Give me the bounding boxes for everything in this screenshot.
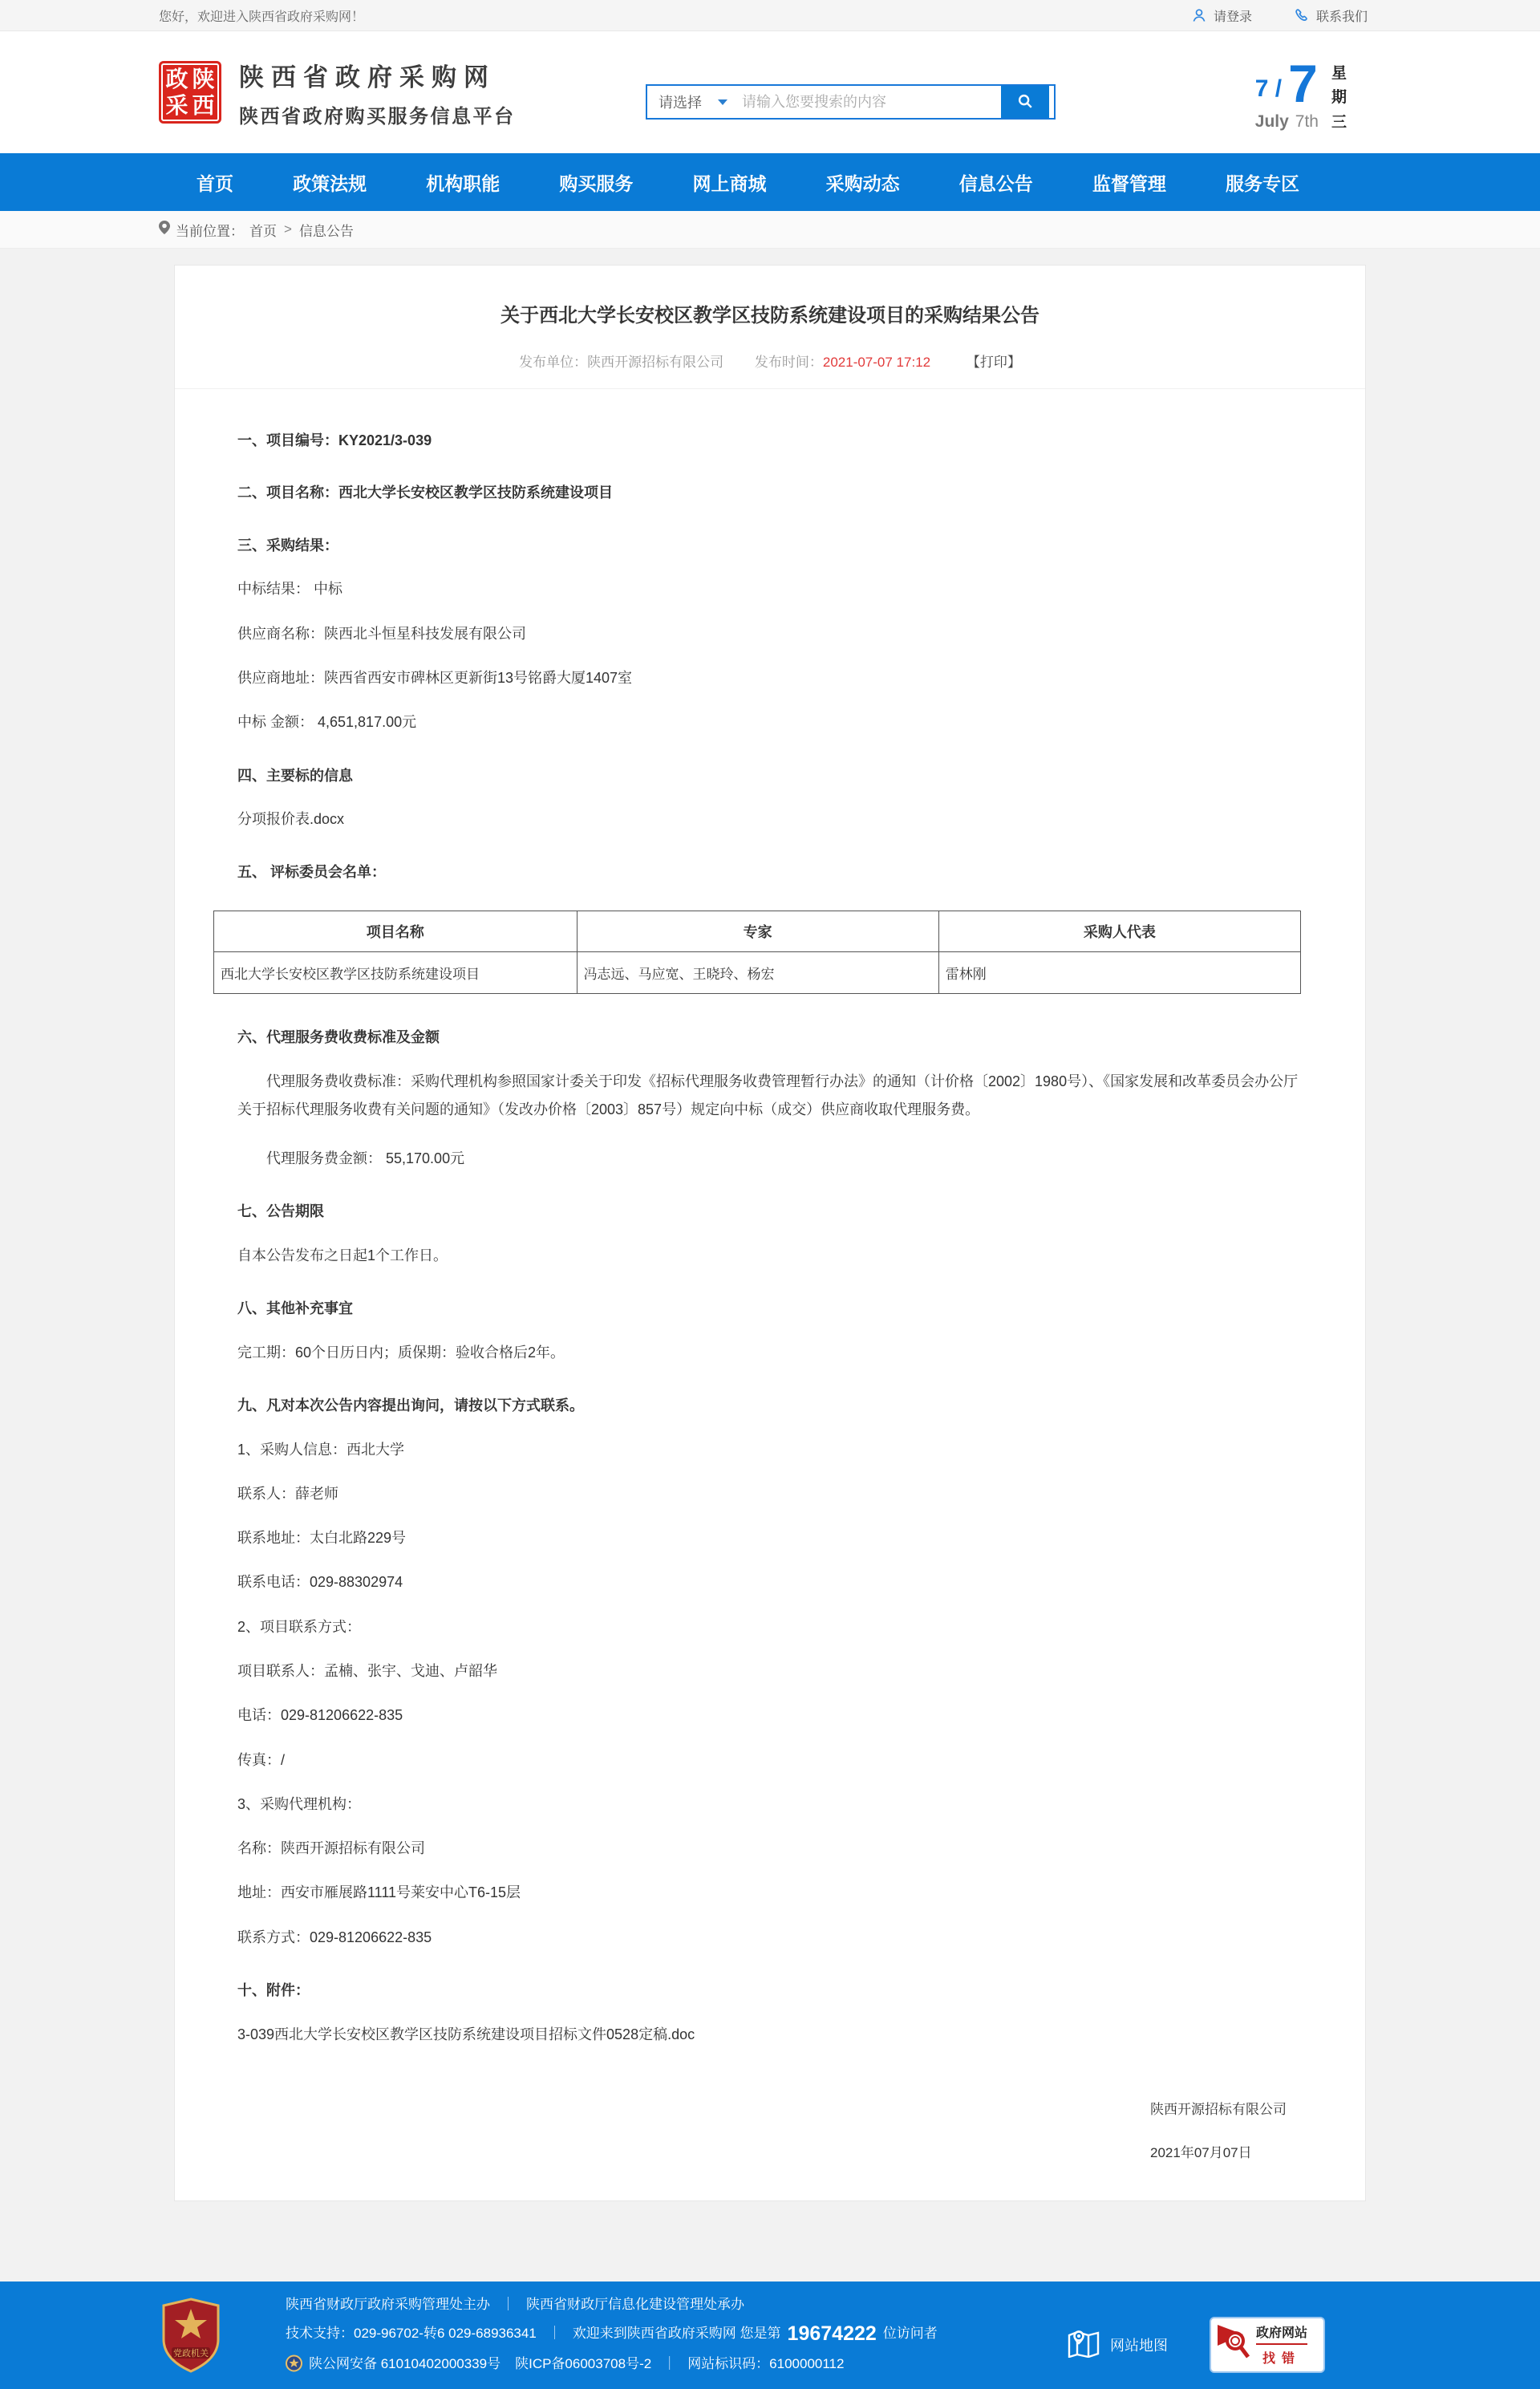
publisher-value: 陕西开源招标有限公司 bbox=[587, 354, 724, 370]
signature-block bbox=[1150, 2102, 1287, 2162]
section-heading-7: 七、公告期限 bbox=[237, 1203, 324, 1220]
login-label: 请登录 bbox=[1213, 10, 1252, 24]
gov-site-error-badge[interactable] bbox=[1210, 2317, 1325, 2373]
search-select-label: 请选择 bbox=[659, 95, 702, 111]
section-heading-8: 八、其他补充事宜 bbox=[237, 1300, 353, 1317]
footer bbox=[0, 2282, 1540, 2389]
nav-item-home[interactable]: 首页 bbox=[197, 172, 233, 194]
section-heading-4: 四、主要标的信息 bbox=[237, 767, 353, 784]
nav-item-service-zone[interactable]: 服务专区 bbox=[1226, 172, 1299, 194]
cell-project-name: 西北大学长安校区教学区技防系统建设项目 bbox=[214, 952, 578, 994]
location-pin-icon bbox=[159, 221, 170, 238]
search-category-select[interactable] bbox=[647, 91, 740, 112]
footer-host: 陕西省财政厅政府采购管理处主办 bbox=[286, 2297, 490, 2313]
footer-icp-registration[interactable]: 陕ICP备06003708号-2 bbox=[515, 2355, 652, 2371]
publish-time-value: 2021-07-07 17:12 bbox=[822, 354, 931, 370]
welcome-text: 您好，欢迎进入陕西省政府采购网！ bbox=[159, 10, 365, 24]
breadcrumb-current[interactable]: 信息公告 bbox=[298, 223, 354, 239]
login-link[interactable] bbox=[1191, 6, 1252, 25]
date-weekday: 星期三 bbox=[1331, 65, 1348, 131]
main-nav bbox=[0, 153, 1540, 211]
footer-police-registration[interactable]: 陕公网安备 61010402000339号 bbox=[309, 2355, 501, 2371]
cell-experts: 冯志远、马应宽、王晓玲、杨宏 bbox=[577, 952, 938, 994]
publish-time-label: 发布时间： bbox=[754, 354, 823, 370]
section-heading-3: 三、采购结果： bbox=[237, 537, 338, 554]
nav-item-supervision[interactable]: 监督管理 bbox=[1092, 172, 1166, 194]
date-widget bbox=[1254, 54, 1349, 135]
section-heading-5: 五、 评标委员会名单： bbox=[237, 864, 386, 881]
phone-icon bbox=[1294, 7, 1310, 23]
table-header-row bbox=[214, 911, 1301, 952]
col-purchaser-rep: 采购人代表 bbox=[938, 911, 1300, 952]
breadcrumb-label: 当前位置： bbox=[176, 223, 244, 239]
purchaser-info: 1、采购人信息：西北大学 bbox=[237, 1441, 405, 1458]
footer-visitor-suffix: 位访问者 bbox=[882, 2326, 938, 2342]
section-heading-9: 九、凡对本次公告内容提出询问，请按以下方式联系。 bbox=[237, 1397, 584, 1414]
site-subtitle: 陕西省政府购买服务信息平台 bbox=[239, 105, 516, 128]
publisher-label: 发布单位： bbox=[519, 354, 588, 370]
main-content bbox=[0, 249, 1540, 2282]
search-button[interactable] bbox=[1001, 86, 1049, 118]
article-meta bbox=[175, 351, 1365, 389]
error-badge-line2: 找错 bbox=[1262, 2352, 1302, 2367]
topbar-right bbox=[1191, 6, 1368, 25]
agency-name: 名称：陕西开源招标有限公司 bbox=[237, 1840, 425, 1857]
article-body bbox=[175, 432, 1365, 2162]
sitemap-label: 网站地图 bbox=[1110, 2337, 1168, 2354]
section-heading-2: 二、项目名称：西北大学长安校区教学区技防系统建设项目 bbox=[237, 485, 613, 501]
topbar bbox=[0, 0, 1540, 31]
search-bar bbox=[646, 84, 1056, 120]
supplier-address: 供应商地址：陕西省西安市碑林区更新街13号铭爵大厦1407室 bbox=[237, 669, 633, 686]
breadcrumb bbox=[0, 211, 1540, 249]
nav-item-policy[interactable]: 政策法规 bbox=[293, 172, 367, 194]
bid-amount: 中标 金额： 4,651,817.00元 bbox=[237, 714, 417, 731]
nav-item-online-mall[interactable]: 网上商城 bbox=[692, 172, 767, 194]
col-experts: 专家 bbox=[577, 911, 938, 952]
breadcrumb-separator: > bbox=[284, 221, 292, 237]
signature-date: 2021年07月07日 bbox=[1150, 2145, 1252, 2161]
col-project-name: 项目名称 bbox=[214, 911, 578, 952]
project-contact-fax: 传真：/ bbox=[237, 1751, 286, 1768]
party-government-emblem-icon bbox=[160, 2298, 221, 2373]
footer-site-id: 网站标识码：6100000112 bbox=[687, 2355, 845, 2371]
supplier-name: 供应商名称：陕西北斗恒星科技发展有限公司 bbox=[237, 625, 526, 642]
table-row bbox=[214, 952, 1301, 994]
chevron-down-icon bbox=[718, 99, 727, 105]
bid-result: 中标结果： 中标 bbox=[237, 581, 343, 598]
date-day-en: 7th bbox=[1295, 112, 1319, 132]
logo-text bbox=[239, 57, 516, 128]
person-icon bbox=[1191, 7, 1207, 23]
site-logo[interactable] bbox=[159, 57, 516, 128]
magnifier-icon bbox=[1016, 92, 1034, 112]
project-contact-phone: 电话：029-81206622-835 bbox=[237, 1707, 403, 1724]
contact-link[interactable] bbox=[1294, 6, 1368, 25]
logo-seal-icon: 政 陕 采 西 bbox=[159, 61, 221, 124]
error-badge-line1: 政府网站 bbox=[1256, 2322, 1307, 2345]
section-heading-6: 六、代理服务费收费标准及金额 bbox=[237, 1029, 440, 1046]
cell-purchaser-rep: 雷林刚 bbox=[938, 952, 1300, 994]
nav-item-functions[interactable]: 机构职能 bbox=[426, 172, 500, 194]
section-heading-1: 一、项目编号：KY2021/3-039 bbox=[237, 432, 432, 448]
footer-cohost: 陕西省财政厅信息化建设管理处承办 bbox=[526, 2297, 744, 2313]
agency-address: 地址：西安市雁展路1111号莱安中心T6-15层 bbox=[237, 1884, 521, 1901]
date-month-en: July bbox=[1254, 112, 1289, 132]
agency-fee-standard: 代理服务费收费标准：采购代理机构参照国家计委关于印发《招标代理服务收费管理暂行办法》的通知（计价格〔2002〕1980号）、《国家发展和改革委员会办公厅关于招标代理服务收费有关问题的通知》（发改办价格〔2003〕857号）规定向中标（成交）供应商收取代理服务费。 bbox=[237, 1073, 1299, 1117]
page-title: 关于西北大学长安校区教学区技防系统建设项目的采购结果公告 bbox=[500, 305, 1040, 327]
visitor-count: 19674222 bbox=[787, 2322, 877, 2346]
date-month-num: 7 / bbox=[1254, 75, 1283, 103]
nav-item-procurement-news[interactable]: 采购动态 bbox=[825, 172, 900, 194]
breadcrumb-home[interactable]: 首页 bbox=[249, 223, 277, 239]
project-contact-persons: 项目联系人：孟楠、张宇、戈迪、卢韶华 bbox=[237, 1662, 497, 1679]
footer-lines: 陕西省财政厅政府采购管理处主办 ｜ 陕西省财政厅信息化建设管理处承办 技术支持：029-96702-转6 029-68936341 ｜ 欢迎来到陕西省政府采购网 您是第 19674222 位访问者 陕公网安备 61010402000339号 陕ICP备06003708号-2 ｜ 网站标识码：6100000112 bbox=[286, 2288, 938, 2382]
footer-right bbox=[1067, 2317, 1325, 2373]
purchaser-contact-person: 联系人：薛老师 bbox=[237, 1485, 338, 1502]
announcement-period: 自本公告发布之日起1个工作日。 bbox=[237, 1247, 448, 1263]
agency-fee-amount: 代理服务费金额： 55,170.00元 bbox=[266, 1150, 465, 1166]
contact-label: 联系我们 bbox=[1315, 10, 1368, 24]
print-button[interactable]: 【打印】 bbox=[966, 354, 1021, 370]
footer-welcome: 欢迎来到陕西省政府采购网 您是第 bbox=[572, 2326, 781, 2342]
evaluation-committee-table bbox=[213, 911, 1301, 994]
map-icon bbox=[1067, 2327, 1100, 2362]
emblem-label: 党政机关 bbox=[173, 2348, 209, 2359]
sitemap-link[interactable] bbox=[1067, 2327, 1168, 2362]
signature-company: 陕西开源招标有限公司 bbox=[1150, 2101, 1287, 2117]
purchaser-contact-phone: 联系电话：029-88302974 bbox=[237, 1574, 403, 1591]
error-flag-magnifier-icon bbox=[1216, 2322, 1251, 2367]
announcement-card bbox=[174, 265, 1366, 2201]
nav-item-announcements[interactable]: 信息公告 bbox=[958, 172, 1033, 194]
attachment-link-tender-doc[interactable]: 3-039西北大学长安校区教学区技防系统建设项目招标文件0528定稿.doc bbox=[237, 2026, 695, 2042]
section-heading-10: 十、附件： bbox=[237, 1982, 310, 1999]
agency-phone: 联系方式：029-81206622-835 bbox=[237, 1929, 432, 1945]
date-day-num: 7 bbox=[1288, 54, 1318, 113]
attachment-link-quotation[interactable]: 分项报价表.docx bbox=[237, 811, 345, 828]
site-name: 陕西省政府采购网 bbox=[239, 63, 496, 91]
nav-item-purchase-service[interactable]: 购买服务 bbox=[559, 172, 634, 194]
police-badge-icon bbox=[286, 2355, 302, 2373]
search-input[interactable] bbox=[740, 93, 1001, 112]
site-header bbox=[0, 31, 1540, 153]
purchaser-contact-address: 联系地址：太白北路229号 bbox=[237, 1530, 407, 1547]
footer-tech-support: 技术支持：029-96702-转6 029-68936341 bbox=[286, 2326, 537, 2342]
project-contact-header: 2、项目联系方式： bbox=[237, 1618, 362, 1635]
supplementary-matters: 完工期：60个日历日内；质保期：验收合格后2年。 bbox=[237, 1344, 565, 1361]
agency-header: 3、采购代理机构： bbox=[237, 1795, 362, 1812]
